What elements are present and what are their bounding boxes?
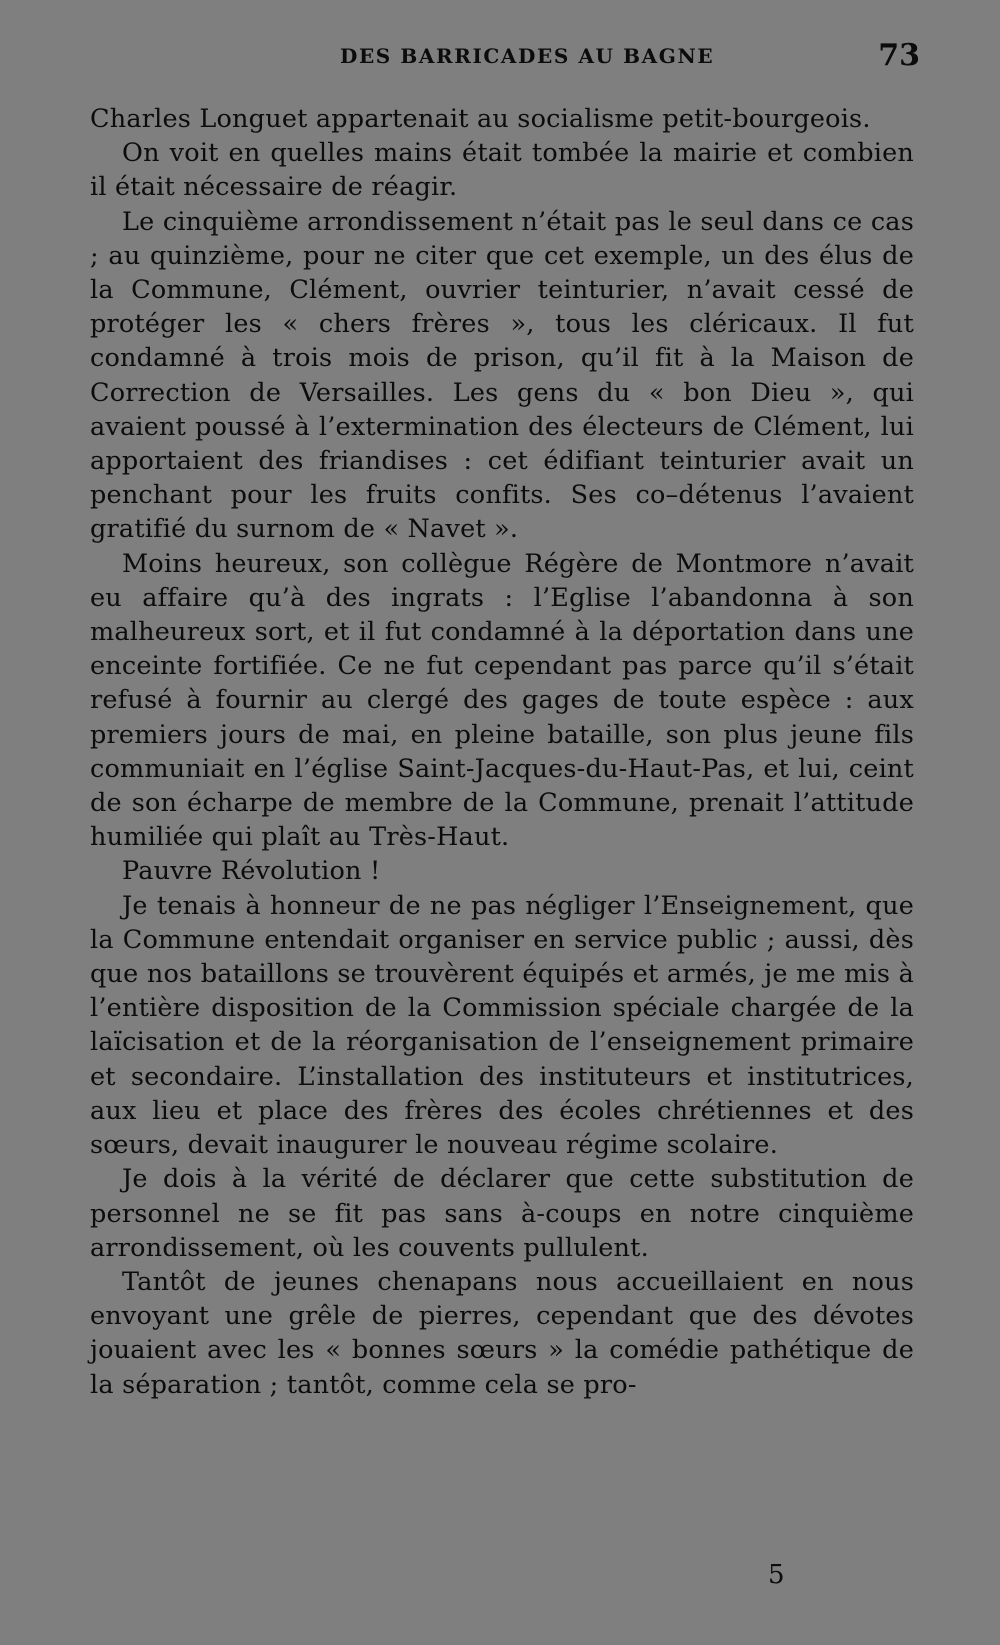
paragraph: Le cinquième arrondissement n’était pas le seul dans ce cas ; au quinzième, pour ne citer que cet exemple, un des élus de la Commune, Clément, ouvrier teinturier, n’avait cessé de protéger les « chers frères », tous les cléricaux. Il fut condamné à trois mois de prison, qu’il fit à la Maison de Correction de Versailles. Les gens du « bon Dieu », qui avaient poussé à l’extermination des électeurs de Clément, lui apportaient des friandises : cet édifiant teinturier avait un penchant pour les fruits confits. Ses co–détenus l’avaient gratifié du surnom de « Navet ». <box>90 206 914 545</box>
body-text <box>90 102 914 1402</box>
paragraph: Pauvre Révolution ! <box>122 856 381 887</box>
running-title: DES BARRICADES AU BAGNE <box>340 44 715 68</box>
paragraph: Tantôt de jeunes chenapans nous accueillaient en nous envoyant une grêle de pierres, cependant que des dévotes jouaient avec les « bonnes sœurs » la comédie pathétique de la séparation ; tantôt, comme cela se pro- <box>90 1266 914 1400</box>
paragraph: Je tenais à honneur de ne pas négliger l’Enseignement, que la Commune entendait organiser en service public ; aussi, dès que nos bataillons se trouvèrent équipés et armés, je me mis à l’entière disposition de la Commission spéciale chargée de la laïcisation et de la réorganisation de l’enseignement primaire et secondaire. L’installation des instituteurs et institutrices, aux lieu et place des frères des écoles chrétiennes et des sœurs, devait inaugurer le nouveau régime scolaire. <box>90 890 914 1161</box>
paragraph: On voit en quelles mains était tombée la mairie et combien il était nécessaire de réagir. <box>90 138 914 203</box>
signature-mark: 5 <box>768 1560 785 1590</box>
paragraph: Charles Longuet appartenait au socialisme petit-bourgeois. <box>90 104 871 134</box>
paragraph: Moins heureux, son collègue Régère de Montmore n’avait eu affaire qu’à des ingrats : l’Eglise l’abandonna à son malheureux sort, et il fut condamné à la déportation dans une enceinte fortifiée. Ce ne fut cependant pas parce qu’il s’était refusé à fournir au clergé des gages de toute espèce : aux premiers jours de mai, en pleine bataille, son plus jeune fils communiait en l’église Saint-Jacques-du-Haut-Pas, et lui, ceint de son écharpe de membre de la Commune, prenait l’attitude humiliée qui plaît au Très-Haut. <box>90 548 914 853</box>
page-number: 73 <box>878 38 920 73</box>
paragraph: Je dois à la vérité de déclarer que cette substitution de personnel ne se fit pas sans à-coups en notre cinquième arrondissement, où les couvents pullulent. <box>90 1164 914 1263</box>
